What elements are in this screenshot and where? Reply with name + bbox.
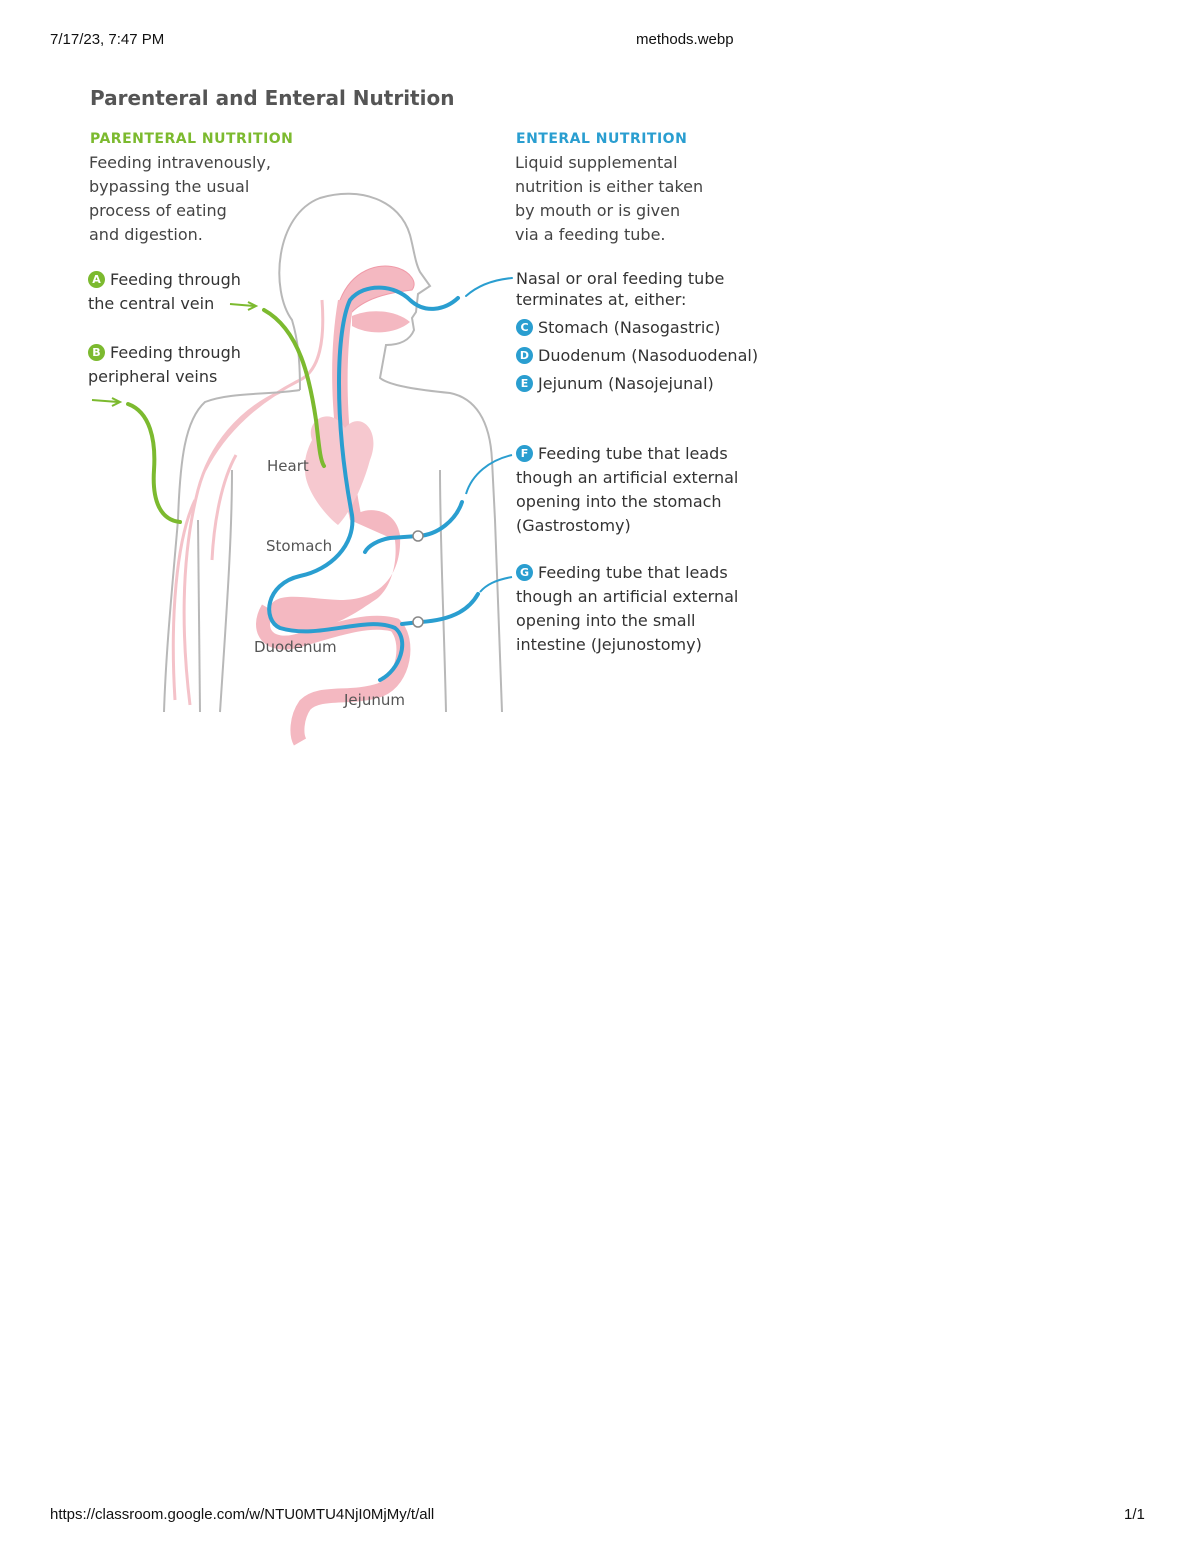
enteral-heading: ENTERAL NUTRITION: [516, 131, 688, 147]
peripheral-vein-line: [128, 404, 180, 522]
print-datetime: 7/17/23, 7:47 PM: [50, 31, 165, 48]
badge-f: F: [516, 445, 533, 462]
badge-e: E: [516, 375, 533, 392]
print-filename: methods.webp: [636, 31, 734, 48]
label-nasogastric: C Stomach (Nasogastric): [516, 316, 720, 340]
parenteral-description: Feeding intravenously, bypassing the usual process of eating and digestion.: [89, 153, 271, 244]
organ-label-jejunum: Jejunum: [344, 691, 405, 709]
label-jejunostomy: G Feeding tube that leads though an artificial external opening into the small intestine (Jejunostomy): [516, 563, 739, 654]
badge-a: A: [88, 271, 105, 288]
label-peripheral-veins: B Feeding through peripheral veins: [88, 343, 241, 386]
print-url: https://classroom.google.com/w/NTU0MTU4NjI0MjMy/t/all: [50, 1506, 435, 1523]
badge-c: C: [516, 319, 533, 336]
stomach: [268, 510, 401, 631]
badge-d: D: [516, 347, 533, 364]
label-gastrostomy: F Feeding tube that leads though an artificial external opening into the stomach (Gastrostomy): [516, 444, 739, 535]
organ-label-heart: Heart: [267, 457, 309, 475]
parenteral-heading: PARENTERAL NUTRITION: [90, 131, 294, 147]
badge-g: G: [516, 564, 533, 581]
enteral-description: Liquid supplemental nutrition is either taken by mouth or is given via a feeding tube.: [515, 153, 704, 244]
label-nasojejunal: E Jejunum (Nasojejunal): [516, 372, 714, 396]
diagram-title: Parenteral and Enteral Nutrition: [90, 86, 455, 110]
badge-b: B: [88, 344, 105, 361]
stoma-rings: [413, 531, 423, 627]
organ-label-stomach: Stomach: [266, 537, 333, 555]
organ-label-duodenum: Duodenum: [254, 638, 337, 656]
print-page-number: 1/1: [1124, 1506, 1145, 1523]
label-central-vein: A Feeding through the central vein: [88, 270, 241, 313]
label-nasal-tube: Nasal or oral feeding tube terminates at, either:: [516, 269, 725, 309]
mouth-cavity: [352, 311, 410, 332]
label-nasoduodenal: D Duodenum (Nasoduodenal): [516, 344, 758, 368]
